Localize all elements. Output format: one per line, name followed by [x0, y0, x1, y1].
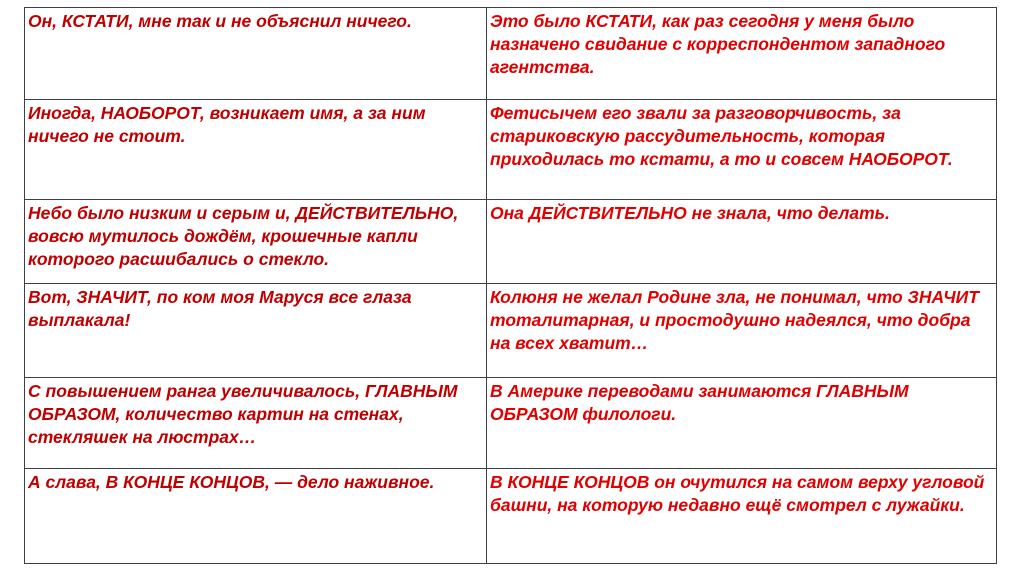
- slide: [24, 7, 996, 563]
- example-left-cell: А слава, В КОНЦЕ КОНЦОВ, — дело наживное.: [25, 469, 487, 564]
- example-left-cell: Он, КСТАТИ, мне так и не объяснил ничего.: [25, 8, 487, 100]
- example-right-cell: В Америке переводами занимаются ГЛАВНЫМ ОБРАЗОМ филологи.: [487, 378, 997, 469]
- table-row: [25, 8, 997, 100]
- table-row: [25, 284, 997, 378]
- table-row: [25, 100, 997, 200]
- example-left-cell: С повышением ранга увеличивалось, ГЛАВНЫМ ОБРАЗОМ, количество картин на стенах, стекляшек на люстрах…: [25, 378, 487, 469]
- example-right-cell: Колюня не желал Родине зла, не понимал, что ЗНАЧИТ тоталитарная, и простодушно надеялся, что добра на всех хватит…: [487, 284, 997, 378]
- example-left-cell: Иногда, НАОБОРОТ, возникает имя, а за ним ничего не стоит.: [25, 100, 487, 200]
- example-right-cell: Это было КСТАТИ, как раз сегодня у меня было назначено свидание с корреспондентом западного агентства.: [487, 8, 997, 100]
- example-right-cell: Она ДЕЙСТВИТЕЛЬНО не знала, что делать.: [487, 200, 997, 284]
- table-row: [25, 200, 997, 284]
- example-left-cell: Вот, ЗНАЧИТ, по ком моя Маруся все глаза выплакала!: [25, 284, 487, 378]
- table-row: [25, 378, 997, 469]
- table-row: [25, 469, 997, 564]
- comparison-table: [24, 7, 997, 564]
- example-left-cell: Небо было низким и серым и, ДЕЙСТВИТЕЛЬНО, вовсю мутилось дождём, крошечные капли которого расшибались о стекло.: [25, 200, 487, 284]
- example-right-cell: В КОНЦЕ КОНЦОВ он очутился на самом верху угловой башни, на которую недавно ещё смотрел с лужайки.: [487, 469, 997, 564]
- example-right-cell: Фетисычем его звали за разговорчивость, за стариковскую рассудительность, которая приходилась то кстати, а то и совсем НАОБОРОТ.: [487, 100, 997, 200]
